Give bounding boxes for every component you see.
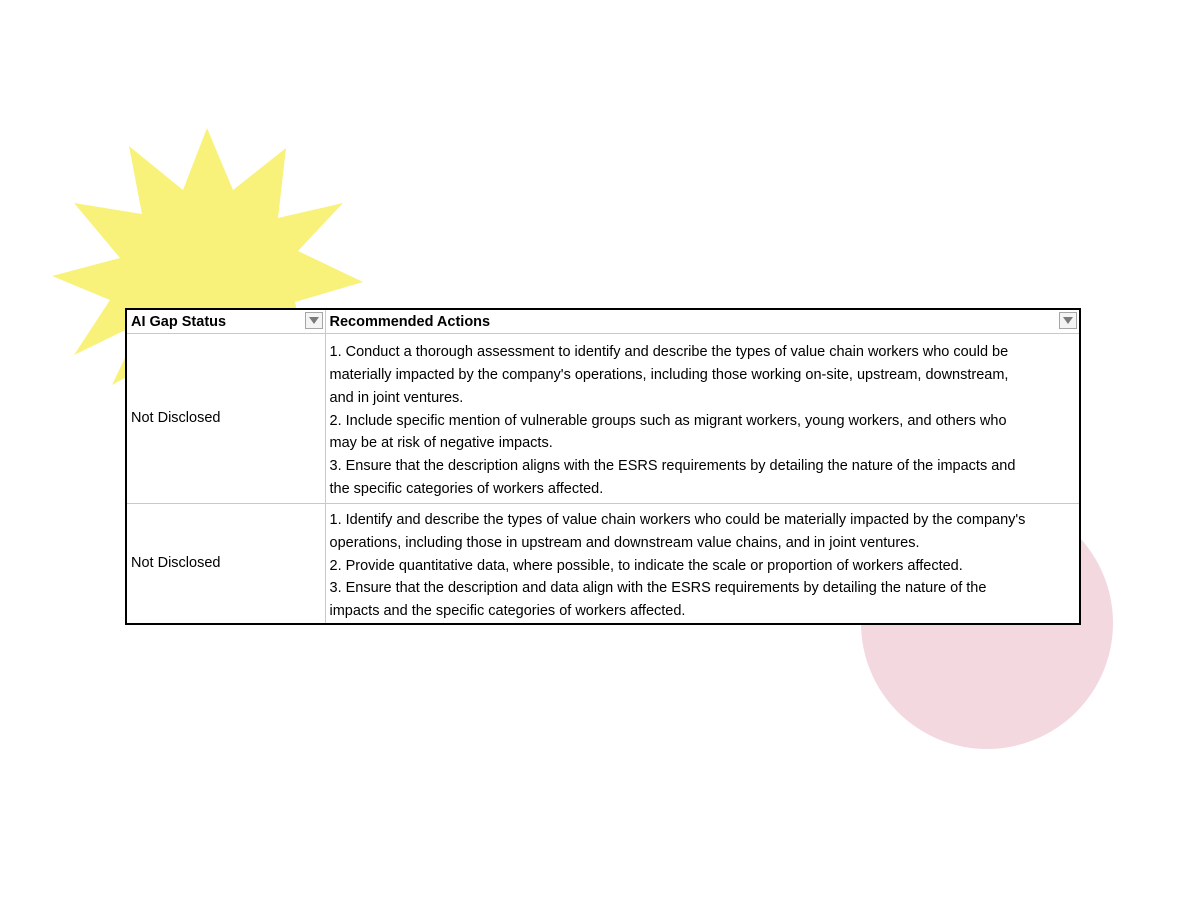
table-row (126, 504, 1080, 624)
action-line: the specific categories of workers affected. (329, 480, 604, 497)
table-row (126, 334, 1080, 504)
action-line: may be at risk of negative impacts. (329, 435, 553, 452)
action-line: materially impacted by the company's operations, including those working on-site, upstream, downstream, (329, 367, 1009, 383)
filter-dropdown-button[interactable] (1059, 312, 1077, 329)
action-line: operations, including those in upstream and downstream value chains, and in joint ventures. (329, 534, 920, 551)
action-line: 1. Conduct a thorough assessment to identify and describe the types of value chain workers who could be (329, 344, 1009, 361)
header-row (126, 309, 1080, 334)
cell-recommended-actions[interactable] (325, 334, 1080, 504)
column-header-label: AI Gap Status (131, 313, 227, 330)
action-line: 2. Include specific mention of vulnerable groups such as migrant workers, young workers, and others who (329, 412, 1007, 429)
column-header-ai-gap-status[interactable] (126, 309, 325, 334)
spreadsheet-table (125, 308, 1081, 625)
action-line: 2. Provide quantitative data, where possible, to indicate the scale or proportion of workers affected. (329, 557, 963, 574)
cell-ai-gap-status[interactable]: Not Disclosed (126, 334, 325, 504)
cell-ai-gap-status[interactable]: Not Disclosed (126, 504, 325, 624)
action-line: 3. Ensure that the description aligns with the ESRS requirements by detailing the nature of the impacts and (329, 458, 1016, 475)
filter-dropdown-button[interactable] (305, 312, 323, 329)
action-line: 1. Identify and describe the types of value chain workers who could be materially impacted by the company's (329, 512, 1026, 528)
action-line: 3. Ensure that the description and data align with the ESRS requirements by detailing the nature of the (329, 580, 987, 597)
action-line: impacts and the specific categories of workers affected. (329, 603, 686, 620)
dropdown-arrow-icon (309, 317, 319, 324)
dropdown-arrow-icon (1063, 317, 1073, 324)
action-line: and in joint ventures. (329, 389, 464, 406)
column-header-recommended-actions[interactable] (325, 309, 1080, 334)
column-header-label: Recommended Actions (329, 313, 491, 330)
cell-recommended-actions[interactable] (325, 504, 1080, 624)
